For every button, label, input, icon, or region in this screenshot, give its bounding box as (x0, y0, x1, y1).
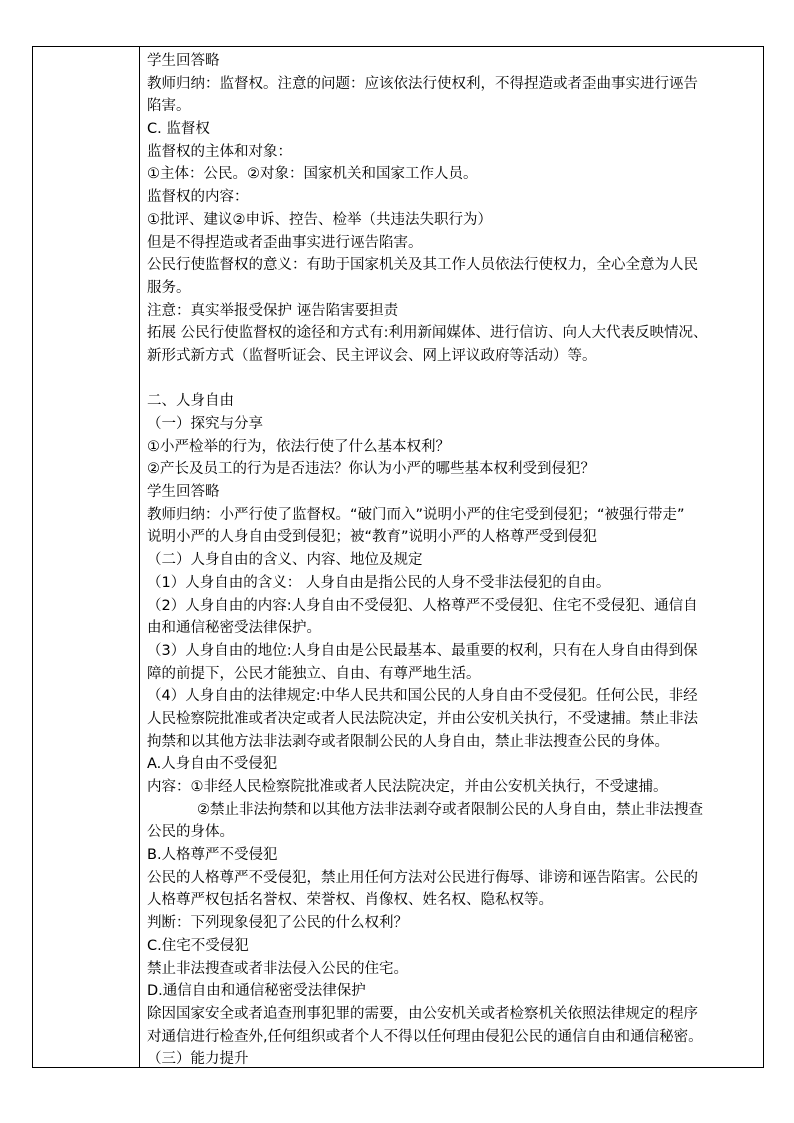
table-left-column (33, 47, 140, 1067)
section-heading: A.人身自由不受侵犯 (147, 756, 278, 773)
text-line: 注意：真实举报受保护 诬告陷害要担责 (147, 302, 399, 319)
text-line: 学生回答略 (147, 484, 220, 501)
text-line: 陷害。 (147, 98, 191, 115)
text-line: 对通信进行检查外,任何组织或者个人不得以任何理由侵犯公民的通信自由和通信秘密。 (147, 1028, 703, 1045)
text-line: （3）人身自由的地位:人身自由是公民最基本、最重要的权利，只有在人身自由得到保 (147, 642, 698, 659)
text-line: 教师归纳：监督权。注意的问题：应该依法行使权利，不得捏造或者歪曲事实进行诬告 (147, 75, 698, 92)
lesson-table (32, 46, 764, 1068)
text-line: 新形式新方式（监督听证会、民主评议会、网上评议政府等活动）等。 (147, 347, 597, 364)
text-line: （4）人身自由的法律规定:中华人民共和国公民的人身自由不受侵犯。任何公民，非经 (147, 688, 698, 705)
table-content-column (140, 47, 763, 1067)
text-line: 由和通信秘密受法律保护。 (147, 620, 321, 637)
text-line: 拓展 公民行使监督权的途径和方式有:利用新闻媒体、进行信访、向人大代表反映情况、 (147, 325, 708, 342)
text-line: ①主体：公民。②对象：国家机关和国家工作人员。 (147, 166, 478, 183)
section-heading: C.住宅不受侵犯 (147, 937, 249, 954)
text-line: 公民的身体。 (147, 824, 234, 841)
subsection-heading: （三）能力提升 (147, 1051, 249, 1067)
text-line: 公民的人格尊严不受侵犯，禁止用任何方法对公民进行侮辱、诽谤和诬告陷害。公民的 (147, 869, 698, 886)
text-line: ②产长及员工的行为是否违法？你认为小严的哪些基本权利受到侵犯？ (147, 461, 595, 478)
text-line: 服务。 (147, 279, 191, 296)
text-line: 人民检察院批准或者决定或者人民法院决定，并由公安机关执行，不受逮捕。禁止非法 (147, 710, 698, 727)
text-line: 禁止非法搜查或者非法侵入公民的住宅。 (147, 960, 408, 977)
text-line: （1）人身自由的含义： 人身自由是指公民的人身不受非法侵犯的自由。 (147, 574, 611, 591)
text-line: 但是不得捏造或者歪曲事实进行诬告陷害。 (147, 234, 423, 251)
text-line: （2）人身自由的内容:人身自由不受侵犯、人格尊严不受侵犯、住宅不受侵犯、通信自 (147, 597, 698, 614)
text-line: ①小严检举的行为，依法行使了什么基本权利？ (147, 438, 450, 455)
text-line: 学生回答略 (147, 53, 220, 69)
section-heading: 二、人身自由 (147, 393, 234, 410)
text-line: 监督权的主体和对象： (147, 143, 292, 160)
text-line: ②禁止非法拘禁和以其他方法非法剥夺或者限制公民的人身自由，禁止非法搜查 (197, 801, 703, 818)
text-line: 公民行使监督权的意义：有助于国家机关及其工作人员依法行使权力，全心全意为人民 (147, 257, 698, 274)
text-line: 判断：下列现象侵犯了公民的什么权利？ (147, 915, 408, 932)
text-line: 说明小严的人身自由受到侵犯；被“教育”说明小严的人格尊严受到侵犯 (147, 529, 598, 546)
text-line: 人格尊严权包括名誉权、荣誉权、肖像权、姓名权、隐私权等。 (147, 892, 553, 909)
subsection-heading: （一）探究与分享 (147, 416, 263, 432)
text-line: 障的前提下，公民才能独立、自由、有尊严地生活。 (147, 665, 481, 682)
text-line: 拘禁和以其他方法非法剥夺或者限制公民的人身自由，禁止非法搜查公民的身体。 (147, 733, 669, 750)
blank-line (147, 368, 757, 391)
text-line: 监督权的内容： (147, 189, 249, 206)
text-line: ①批评、建议②申诉、控告、检举（共违法失职行为） (147, 211, 492, 228)
text-line: 教师归纳：小严行使了监督权。“破门而入”说明小严的住宅受到侵犯；“被强行带走” (147, 506, 685, 523)
text-line: 除因国家安全或者追查刑事犯罪的需要，由公安机关或者检察机关依照法律规定的程序 (147, 1005, 698, 1022)
section-heading: C. 监督权 (147, 121, 210, 138)
section-heading: D.通信自由和通信秘密受法律保护 (147, 983, 366, 1000)
section-heading: B.人格尊严不受侵犯 (147, 847, 278, 864)
subsection-heading: （二）人身自由的含义、内容、地位及规定 (147, 552, 423, 569)
text-line: 内容：①非经人民检察院批准或者人民法院决定，并由公安机关执行，不受逮捕。 (147, 779, 668, 795)
